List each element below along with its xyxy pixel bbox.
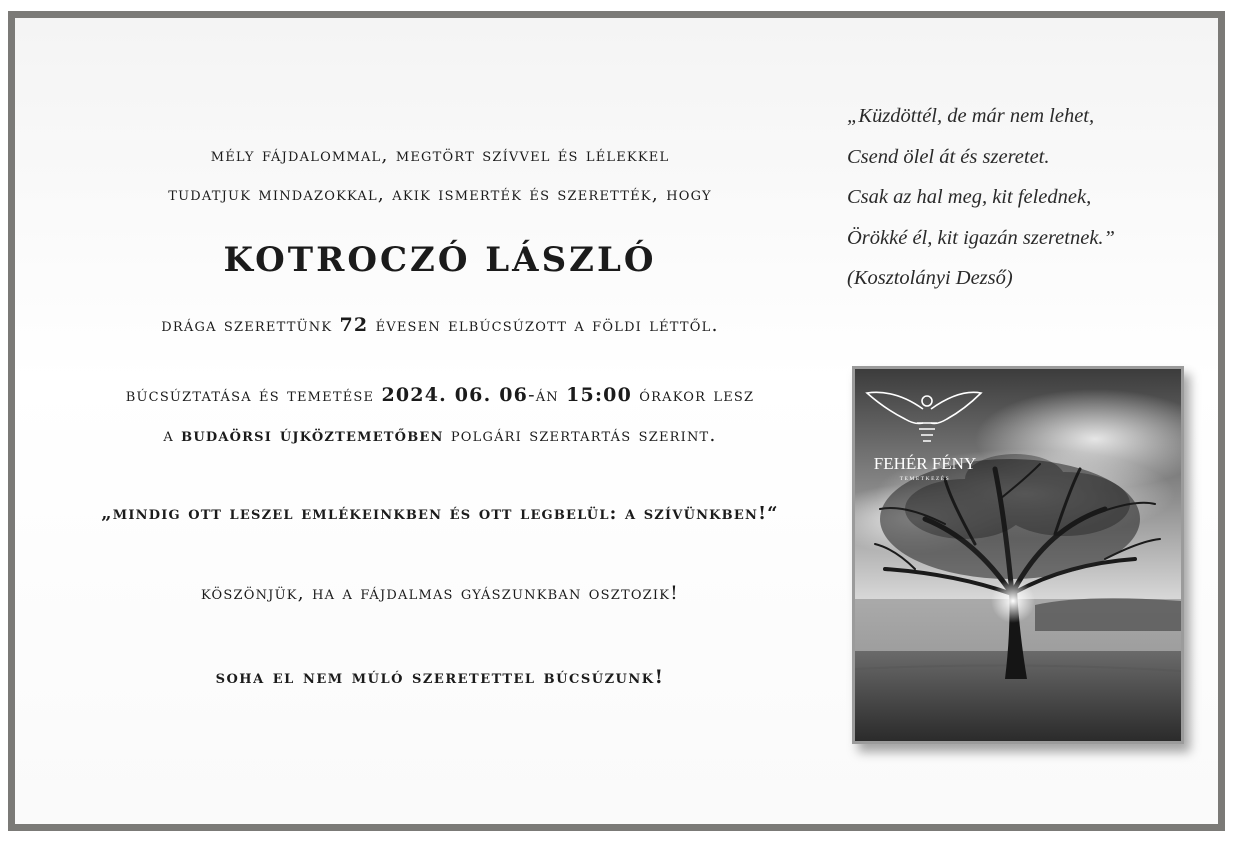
main-quote: „mindig ott leszel emlékeinkben és ott legbelül: a szívünkben!“ <box>101 503 779 524</box>
logo-name: FEHÉR FÉNY <box>873 454 977 473</box>
funeral-date-suffix: -án <box>528 384 559 406</box>
funeral-line2-after: polgári szertartás szerint. <box>450 424 717 446</box>
poem-line: Csend ölel át és szeretet. <box>847 145 1050 168</box>
age-line-before: drága szerettünk <box>161 314 333 336</box>
age-line <box>45 314 835 336</box>
funeral-line1-before: búcsúztatása és temetése <box>125 384 375 406</box>
age-value: 72 <box>339 314 369 336</box>
tree-photo <box>852 366 1184 744</box>
thanks-line: köszönjük, ha a fájdalmas gyászunkban osztozik! <box>200 582 679 604</box>
tree-photo-image <box>855 369 1181 741</box>
poem <box>847 96 1115 299</box>
funeral-line-1 <box>45 384 835 406</box>
poem-line: Örökké él, kit igazán szeretnek.” <box>847 226 1115 249</box>
funeral-line-2 <box>45 424 835 446</box>
funeral-line2-before: a <box>163 424 174 446</box>
farewell-line: soha el nem múló szeretettel búcsúzunk! <box>215 666 665 688</box>
funeral-time: 15:00 <box>566 384 633 406</box>
funeral-place: budaörsi újköztemetőben <box>181 424 444 446</box>
logo-subtitle: TEMETKEZÉS <box>899 476 951 482</box>
age-line-after: évesen elbúcsúzott a földi léttől. <box>375 314 719 336</box>
funeral-line1-after: órakor lesz <box>639 384 755 406</box>
poem-line: Csak az hal meg, kit felednek, <box>847 186 1092 208</box>
intro-line-2: tudatjuk mindazokkal, akik ismerték és szerették, hogy <box>168 183 712 205</box>
funeral-date: 2024. 06. 06 <box>381 384 529 406</box>
intro-line-1: mély fájdalommal, megtört szívvel és lélekkel <box>210 144 670 166</box>
poem-author: (Kosztolányi Dezső) <box>847 267 1013 289</box>
obituary-card <box>8 11 1225 831</box>
poem-line: „Küzdöttél, de már nem lehet, <box>847 105 1095 127</box>
deceased-name: KOTROCZÓ LÁSZLÓ <box>223 240 657 280</box>
